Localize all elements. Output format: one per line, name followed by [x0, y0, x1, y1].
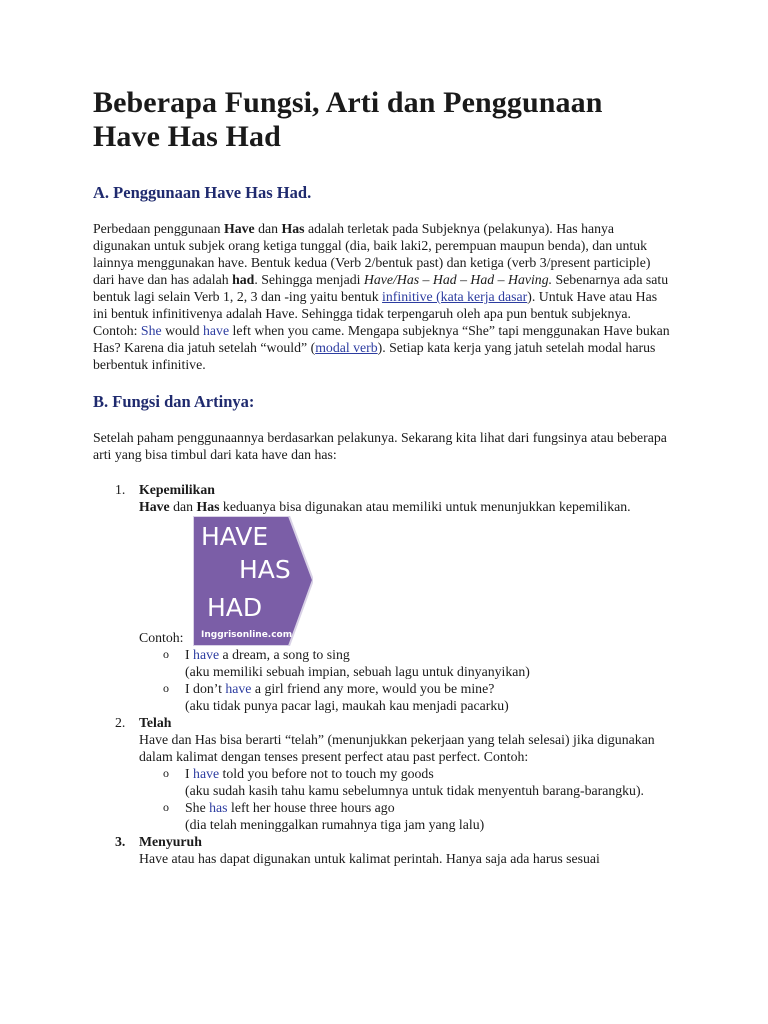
list-item-title: Menyuruh	[139, 834, 202, 849]
example-list	[139, 765, 673, 833]
page-title	[93, 86, 673, 154]
list-item-description: Have dan Has keduanya bisa digunakan atau memiliki untuk menunjukkan kepemilikan.	[139, 499, 631, 514]
bullet-icon: o	[163, 647, 169, 661]
list-item-menyuruh	[93, 833, 673, 867]
list-item-telah	[93, 714, 673, 833]
title-line-1: Beberapa Fungsi, Arti dan Penggunaan	[93, 86, 603, 119]
svg-text:HAS: HAS	[239, 555, 291, 584]
example-item: o I have told you before not to touch my goods (aku sudah kasih tahu kamu sebelumnya untuk tidak menyentuh barang-barangku).	[163, 766, 645, 798]
bullet-icon: o	[163, 800, 169, 814]
bullet-icon: o	[163, 681, 169, 695]
list-number: 1.	[115, 482, 126, 497]
example-translation: (dia telah meninggalkan rumahnya tiga jam yang lalu)	[185, 817, 485, 832]
example-translation: (aku tidak punya pacar lagi, maukah kau menjadi pacarku)	[185, 698, 509, 713]
list-item-title: Telah	[139, 715, 172, 730]
example-item: o I don’t have a girl friend any more, would you be mine? (aku tidak punya pacar lagi, maukah kau menjadi pacarku)	[163, 681, 509, 713]
modal-verb-link[interactable]: modal verb	[315, 340, 378, 355]
have-has-had-logo	[193, 516, 313, 646]
function-list	[93, 481, 673, 867]
example-item: o She has left her house three hours ago (dia telah meninggalkan rumahnya tiga jam yang lalu)	[163, 800, 485, 832]
list-number: 3.	[115, 834, 126, 849]
list-item-description: Have dan Has bisa berarti “telah” (menunjukkan pekerjaan yang telah selesai) jika digunakan dalam kalimat dengan tenses present perfect atau past perfect. Contoh:	[139, 732, 655, 764]
document-page	[93, 86, 673, 867]
svg-text:Inggrisonline.com: Inggrisonline.com	[201, 630, 293, 640]
section-a-heading: A. Penggunaan Have Has Had.	[93, 183, 312, 202]
logo-row	[139, 515, 673, 646]
infinitive-link[interactable]: infinitive (kata kerja dasar	[382, 289, 528, 304]
section-b-heading: B. Fungsi dan Artinya:	[93, 392, 255, 411]
list-number: 2.	[115, 715, 126, 730]
section-a-paragraph-1: Perbedaan penggunaan Have dan Has adalah terletak pada Subjeknya (pelakunya). Has hanya digunakan untuk subjek orang ketiga tunggal (dia, baik laki2, perempuan maupun benda), dan untuk lainnya menggunakan have. Bentuk kedua (Verb 2/bentuk past) dan ketiga (verb 3/present participle) dari have dan has adalah had. Sehingga menjadi Have/Has – Had – Had – Having. Sebenarnya ada satu bentuk lagi selain Verb 1, 2, 3 dan -ing yaitu bentuk infinitive (kata kerja dasar). Untuk Have atau Has ini bentuk infinitivenya adalah Have. Sehingga tidak terpengaruh oleh apa pun bentuk subjeknya.	[93, 221, 669, 321]
svg-text:HAD: HAD	[207, 593, 263, 622]
svg-text:HAVE: HAVE	[201, 522, 269, 551]
example-list	[139, 646, 673, 714]
list-item-title: Kepemilikan	[139, 482, 215, 497]
example-translation: (aku sudah kasih tahu kamu sebelumnya untuk tidak menyentuh barang-barangku).	[185, 783, 645, 798]
section-b-intro: Setelah paham penggunaannya berdasarkan pelakunya. Sekarang kita lihat dari fungsinya atau beberapa arti yang bisa timbul dari kata have dan has:	[93, 430, 667, 462]
list-item-description: Have atau has dapat digunakan untuk kalimat perintah. Hanya saja ada harus sesuai	[139, 851, 600, 866]
section-a-paragraph-2: Contoh: She would have left when you came. Mengapa subjeknya “She” tapi menggunakan Have bukan Has? Karena dia jatuh setelah “would” (modal verb). Setiap kata kerja yang jatuh setelah modal harus berbentuk infinitive.	[93, 323, 670, 372]
title-line-2: Have Has Had	[93, 120, 281, 153]
bullet-icon: o	[163, 766, 169, 780]
contoh-label: Contoh:	[139, 630, 184, 645]
example-item: o I have a dream, a song to sing (aku memiliki sebuah impian, sebuah lagu untuk dinyanyikan)	[163, 647, 530, 679]
list-item-kepemilikan	[93, 481, 673, 714]
example-translation: (aku memiliki sebuah impian, sebuah lagu untuk dinyanyikan)	[185, 664, 530, 679]
